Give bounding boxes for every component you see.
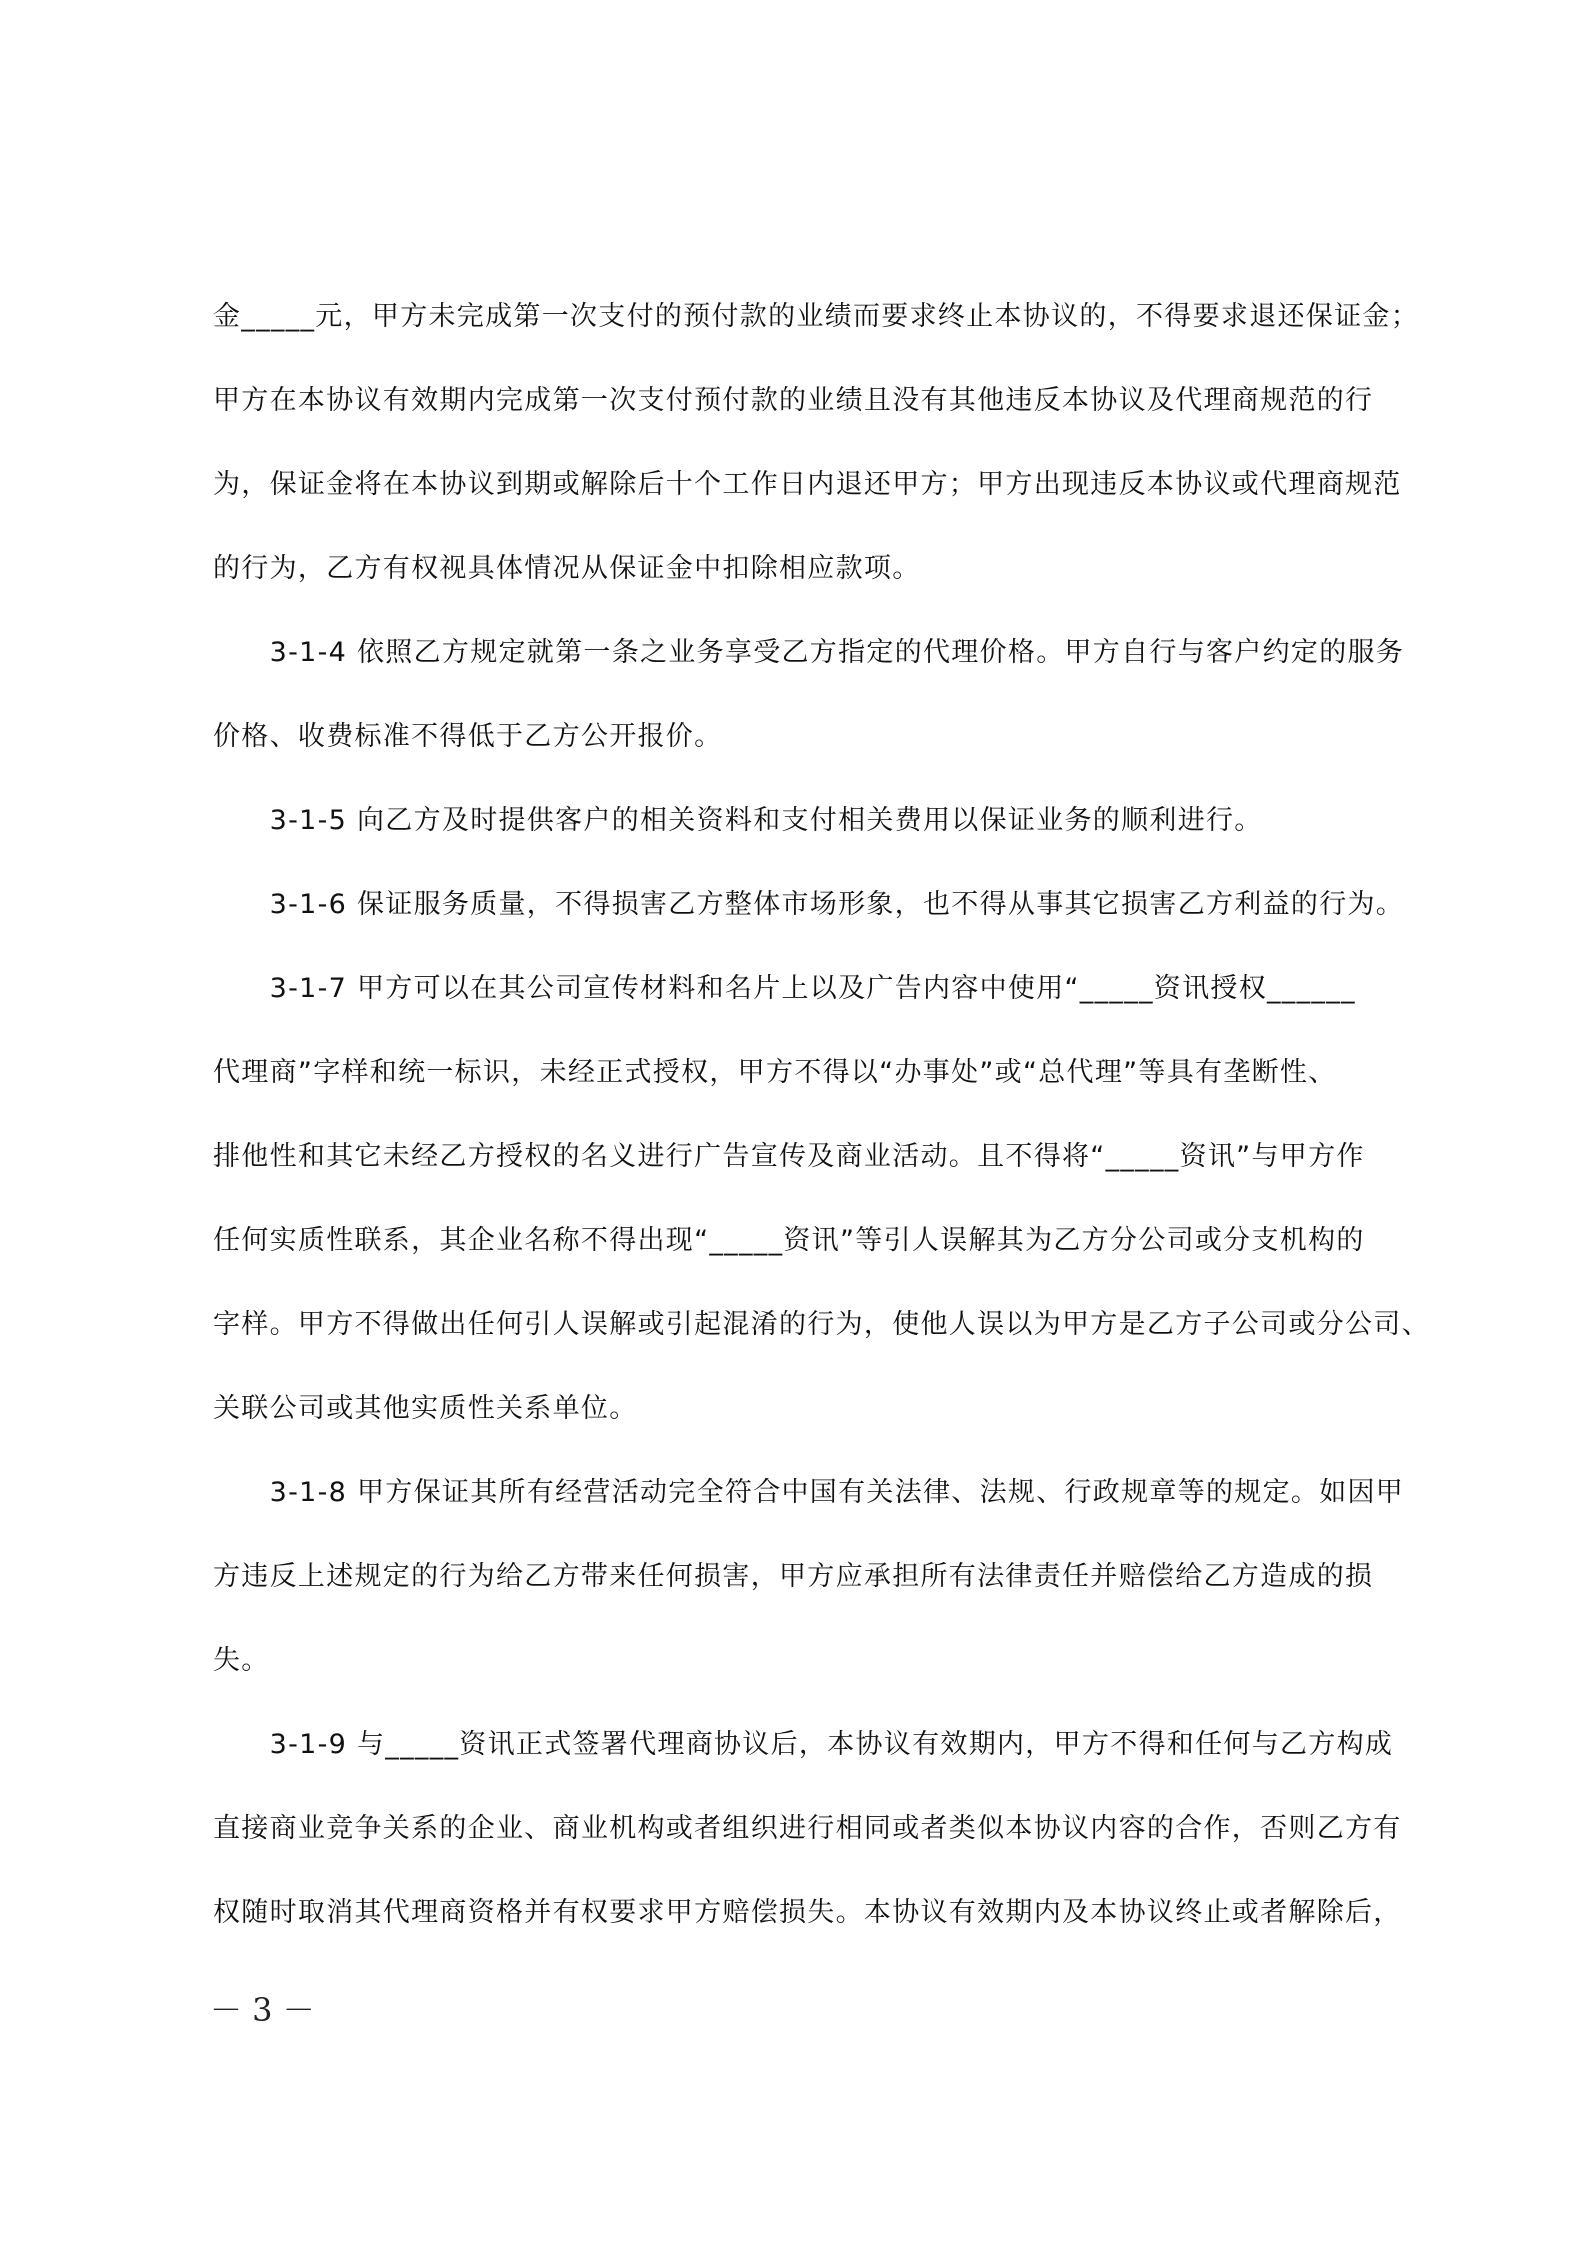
text-line: 权随时取消其代理商资格并有权要求甲方赔偿损失。本协议有效期内及本协议终止或者解除后， — [213, 1897, 1402, 1928]
text-line: 为，保证金将在本协议到期或解除后十个工作日内退还甲方；甲方出现违反本协议或代理商规范 — [213, 469, 1402, 500]
text-line: 价格、收费标准不得低于乙方公开报价。 — [213, 721, 723, 752]
text-line: 3-1-5 向乙方及时提供客户的相关资料和支付相关费用以保证业务的顺利进行。 — [213, 805, 1263, 836]
page-number: － 3 － — [210, 1991, 315, 2029]
text-line: 3-1-6 保证服务质量，不得损害乙方整体市场形象，也不得从事其它损害乙方利益的行为。 — [213, 889, 1405, 920]
text-line: 3-1-4 依照乙方规定就第一条之业务享受乙方指定的代理价格。甲方自行与客户约定的服务 — [213, 637, 1405, 668]
text-line: 方违反上述规定的行为给乙方带来任何损害，甲方应承担所有法律责任并赔偿给乙方造成的损 — [213, 1561, 1374, 1592]
text-line: 甲方在本协议有效期内完成第一次支付预付款的业绩且没有其他违反本协议及代理商规范的行 — [213, 385, 1374, 416]
text-line: 排他性和其它未经乙方授权的名义进行广告宣传及商业活动。且不得将“_____资讯”与甲方作 — [213, 1141, 1365, 1172]
text-line: 3-1-9 与_____资讯正式签署代理商协议后，本协议有效期内，甲方不得和任何与乙方构成 — [213, 1729, 1394, 1760]
text-line: 直接商业竞争关系的企业、商业机构或者组织进行相同或者类似本协议内容的合作，否则乙方有 — [213, 1813, 1402, 1844]
text-line: 金_____元，甲方未完成第一次支付的预付款的业绩而要求终止本协议的，不得要求退还保证金； — [213, 301, 1419, 332]
text-line: 关联公司或其他实质性关系单位。 — [213, 1393, 638, 1424]
text-line: 任何实质性联系，其企业名称不得出现“_____资讯”等引人误解其为乙方分公司或分支机构的 — [213, 1225, 1365, 1256]
text-line: 失。 — [213, 1645, 270, 1676]
text-line: 3-1-8 甲方保证其所有经营活动完全符合中国有关法律、法规、行政规章等的规定。如因甲 — [213, 1477, 1405, 1508]
text-line: 字样。甲方不得做出任何引人误解或引起混淆的行为，使他人误以为甲方是乙方子公司或分公司、 — [213, 1309, 1430, 1340]
text-line: 代理商”字样和统一标识，未经正式授权，甲方不得以“办事处”或“总代理”等具有垄断性、 — [213, 1057, 1337, 1088]
text-line: 3-1-7 甲方可以在其公司宣传材料和名片上以及广告内容中使用“_____资讯授权______ — [213, 973, 1356, 1004]
text-line: 的行为，乙方有权视具体情况从保证金中扣除相应款项。 — [213, 553, 921, 584]
